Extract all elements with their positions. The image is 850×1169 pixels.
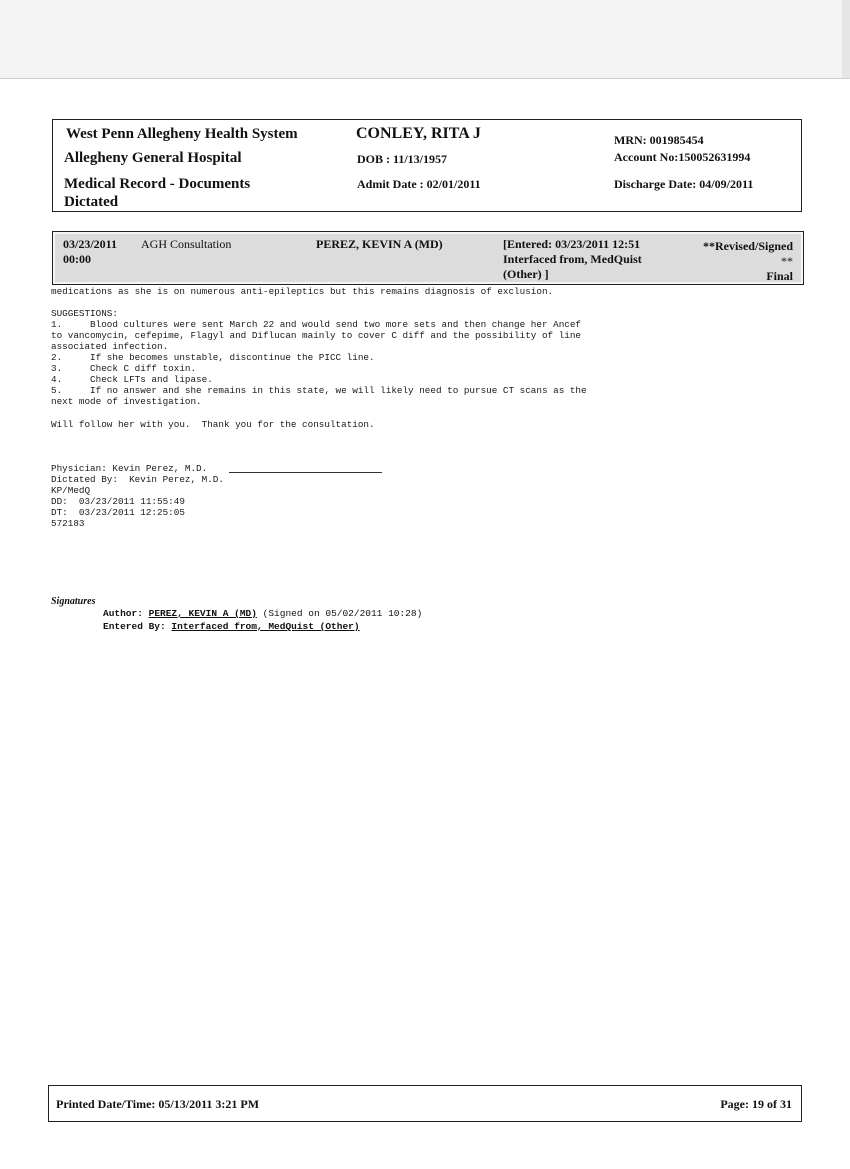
mrn: MRN: 001985454 bbox=[614, 133, 704, 147]
author-signature-row bbox=[103, 608, 422, 619]
discharge-date: Discharge Date: 04/09/2011 bbox=[614, 177, 754, 191]
document-date: 03/23/2011 bbox=[63, 237, 118, 251]
patient-dob: DOB : 11/13/1957 bbox=[357, 152, 448, 166]
entered-by-name-link[interactable]: Interfaced from, MedQuist (Other) bbox=[171, 621, 360, 632]
scan-top-band bbox=[0, 0, 850, 79]
suggestion-1-line2: to vancomycin, cefepime, Flagyl and Diflucan mainly to cover C diff and the possibility of line bbox=[51, 330, 582, 341]
account-number: Account No:150052631994 bbox=[614, 150, 751, 164]
status-final: Final bbox=[766, 269, 793, 283]
signatures-title: Signatures bbox=[51, 596, 96, 607]
transcription-initials: KP/MedQ bbox=[51, 485, 91, 496]
patient-name: CONLEY, RITA J bbox=[356, 125, 481, 142]
printed-datetime: Printed Date/Time: 05/13/2011 3:21 PM bbox=[56, 1097, 260, 1111]
admit-date: Admit Date : 02/01/2011 bbox=[357, 177, 481, 191]
document-time: 00:00 bbox=[63, 252, 91, 266]
entered-by-label: Entered By: bbox=[103, 621, 166, 632]
dictated-by: Dictated By: Kevin Perez, M.D. bbox=[51, 474, 224, 485]
job-number: 572183 bbox=[51, 518, 85, 529]
transcribed-datetime: DT: 03/23/2011 12:25:05 bbox=[51, 507, 185, 518]
record-title-line2: Dictated bbox=[64, 194, 119, 210]
entered-line3: (Other) ] bbox=[503, 267, 549, 281]
suggestion-1-line3: associated infection. bbox=[51, 341, 169, 352]
author-label: Author: bbox=[103, 608, 143, 619]
suggestion-5-line2: next mode of investigation. bbox=[51, 396, 202, 407]
document-type: AGH Consultation bbox=[141, 237, 232, 251]
physician-line: Physician: Kevin Perez, M.D. bbox=[51, 463, 208, 474]
suggestion-3: 3. Check C diff toxin. bbox=[51, 363, 197, 374]
closing-text: Will follow her with you. Thank you for the consultation. bbox=[51, 419, 375, 430]
entered-line2: Interfaced from, MedQuist bbox=[503, 252, 642, 266]
print-footer-box bbox=[48, 1085, 802, 1122]
document-info-bar bbox=[52, 231, 804, 285]
continuation-text: medications as she is on numerous anti-epileptics but this remains diagnosis of exclusion. bbox=[51, 286, 554, 297]
status-revised-signed: **Revised/Signed bbox=[702, 239, 793, 253]
status-stars: ** bbox=[781, 254, 793, 268]
page-number: Page: 19 of 31 bbox=[720, 1097, 792, 1111]
suggestion-4: 4. Check LFTs and lipase. bbox=[51, 374, 213, 385]
patient-header-box bbox=[52, 119, 802, 212]
entered-by-row bbox=[103, 621, 360, 632]
dictated-datetime: DD: 03/23/2011 11:55:49 bbox=[51, 496, 185, 507]
entered-line1: [Entered: 03/23/2011 12:51 bbox=[503, 237, 641, 251]
suggestion-5-line1: 5. If no answer and she remains in this state, we will likely need to pursue CT scans as the bbox=[51, 385, 587, 396]
record-title-line1: Medical Record - Documents bbox=[64, 176, 251, 192]
hospital-name: Allegheny General Hospital bbox=[64, 150, 242, 166]
system-name: West Penn Allegheny Health System bbox=[66, 126, 298, 142]
suggestions-heading: SUGGESTIONS: bbox=[51, 308, 118, 319]
signature-line bbox=[229, 472, 382, 473]
document-author: PEREZ, KEVIN A (MD) bbox=[316, 237, 443, 251]
scan-edge-shadow bbox=[842, 0, 850, 78]
author-signed-on: (Signed on 05/02/2011 10:28) bbox=[262, 608, 423, 619]
suggestion-2: 2. If she becomes unstable, discontinue the PICC line. bbox=[51, 352, 375, 363]
author-name-link[interactable]: PEREZ, KEVIN A (MD) bbox=[148, 608, 257, 619]
suggestion-1-line1: 1. Blood cultures were sent March 22 and would send two more sets and then change her Ancef bbox=[51, 319, 582, 330]
